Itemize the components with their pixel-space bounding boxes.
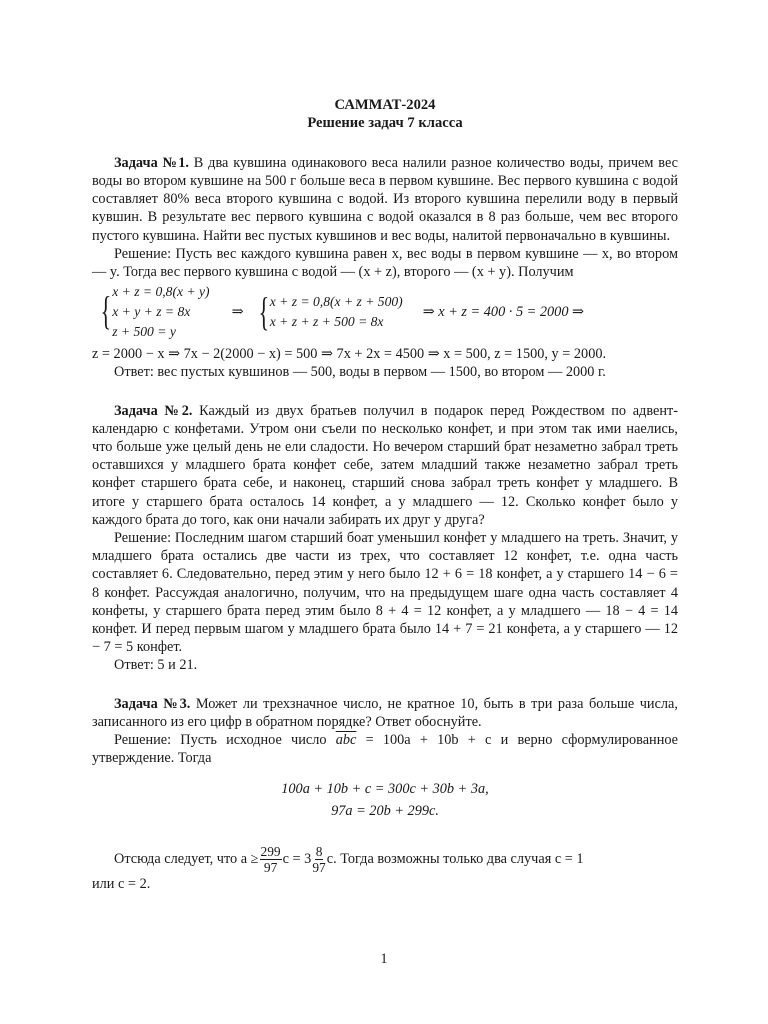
problem-1-label: Задача №1. [114,154,189,171]
problem-3-equations [92,778,678,822]
brace-icon: { [100,288,112,334]
system-1-eq-1: x + z = 0,8(x + y) [112,284,210,300]
problem-2-label: Задача №2. [114,402,193,419]
title-block [92,96,678,133]
solution-text: = 100a + 10b + c и верно сформулированное утверждение. Тогда [92,732,679,767]
problem-1-continuation: z = 2000 − x ⇒ 7x − 2(2000 − x) = 500 ⇒ 7x + 2x = 4500 ⇒ x = 500, z = 1500, y = 2000. [92,346,607,363]
problem-2-statement [92,402,678,529]
fraction-numerator: 299 [260,843,281,859]
problem-3-statement [92,695,678,731]
problem-1-answer: Ответ: вес пустых кувшинов — 500, воды в первом — 1500, во втором — 2000 г. [114,364,606,381]
problem-3-conclusion [92,844,678,875]
problem-1 [92,154,678,382]
equation-2: 97a = 20b + 299c. [331,802,439,819]
document-subtitle: Решение задач 7 класса [307,115,463,132]
problem-2-solution: Решение: Последним шагом старший боат уменьшил конфет у младшего на треть. Значит, у младшего брата остались две части из трех, что составляет 12 конфет, т.е. одна часть составляет 6. Следовательно, перед этим у него было 12 + 6 = 18 конфет, а у старшего 14 − 6 = 8 конфет. Рассуждая аналогично, получим, что на предыдущем шаге одна часть составляет 4 конфеты, у старшего брата перед этим было 8 + 4 = 12 конфет, а у младшего — 18 − 4 = 14 конфет. И перед первым шагом у младшего брата было 14 + 7 = 21 конфета, а у старшего — 12 − 7 = 5 конфет. [92,530,678,656]
conclusion-text: Отсюда следует, что a ≥ [114,850,259,867]
problem-2 [92,402,678,675]
problem-1-text: В два кувшина одинакового веса налили разное количество воды, причем вес воды во втором кувшине на 500 г больше веса в первом кувшине. Вес первого кувшина с водой составляет 80% веса второго кувшина с водой. Из второго кувшина перелили воду в первый кувшин. В результате вес первого кувшина с водой оказался в 8 раз больше, чем вес второго пустого кувшина. Найти вес пустых кувшинов и вес воды, налитой первоначально в кувшины. [92,154,679,244]
page-content [92,96,678,913]
solution-text: Решение: Пусть исходное число [114,732,327,749]
implication-chain: ⇒ x + z = 400 · 5 = 2000 ⇒ [422,304,585,321]
equation-system-1 [92,283,210,341]
problem-3-text: Может ли трехзначное число, не кратное 10, быть в три раза больше числа, записанного из его цифр в обратном порядке? Ответ обоснуйте. [92,695,678,730]
brace-icon: { [258,289,269,335]
implies-arrow: ⇒ [231,304,244,321]
system-1-eq-2: x + y + z = 8x [112,304,191,320]
system-2-eq-1: x + z = 0,8(x + z + 500) [269,294,403,310]
system-1-eq-3: z + 500 = y [112,324,176,340]
problem-2-answer: Ответ: 5 и 21. [114,657,198,674]
problem-2-text: Каждый из двух братьев получил в подарок перед Рождеством по адвент-календарю с конфетами. Утром они съели по несколько конфет, и при этом так ими наелись, что больше уже целый день не ели сладости. Но вечером старший брат незаметно забрал треть оставшихся у младшего брата конфет себе, затем младший также незаметно забрал треть конфет старшего брата себе, и наконец, старший снова забрал треть конфет у младшего. В итоге у старшего брата осталось 14 конфет, а у младшего — 12. Сколько конфет было у каждого брата до того, как они начали забирать их друг у друга? [92,402,678,528]
equation-system-2 [250,284,403,340]
equation-1: 100a + 10b + c = 300c + 30b + 3a, [281,780,489,797]
problem-1-statement [92,154,678,245]
problem-3-conclusion-end: или c = 2. [92,875,151,892]
problem-3-label: Задача №3. [114,695,191,712]
fraction-numerator: 8 [315,843,323,859]
problem-1-solution: Решение: Пусть вес каждого кувшина равен x, вес воды в первом кувшине — x, во втором — y. Тогда вес первого кувшина с водой — (x + z), второго — (x + y). Получим [92,245,678,281]
problem-3 [92,695,678,893]
fraction-8-97 [312,844,325,875]
page-number: 1 [380,951,388,967]
system-2-eq-2: x + z + z + 500 = 8x [269,314,384,330]
number-abc: $\overline{abc}$ [335,732,357,749]
fraction-denominator: 97 [263,859,278,875]
fraction-299-97 [260,844,282,875]
fraction-denominator: 97 [312,859,326,875]
conclusion-text: c = 3 [282,850,312,867]
document-title: САММАТ-2024 [334,97,436,113]
problem-1-systems [92,283,678,341]
problem-3-solution [92,731,678,767]
conclusion-text: c. Тогда возможны только два случая c = 1 [326,850,584,867]
